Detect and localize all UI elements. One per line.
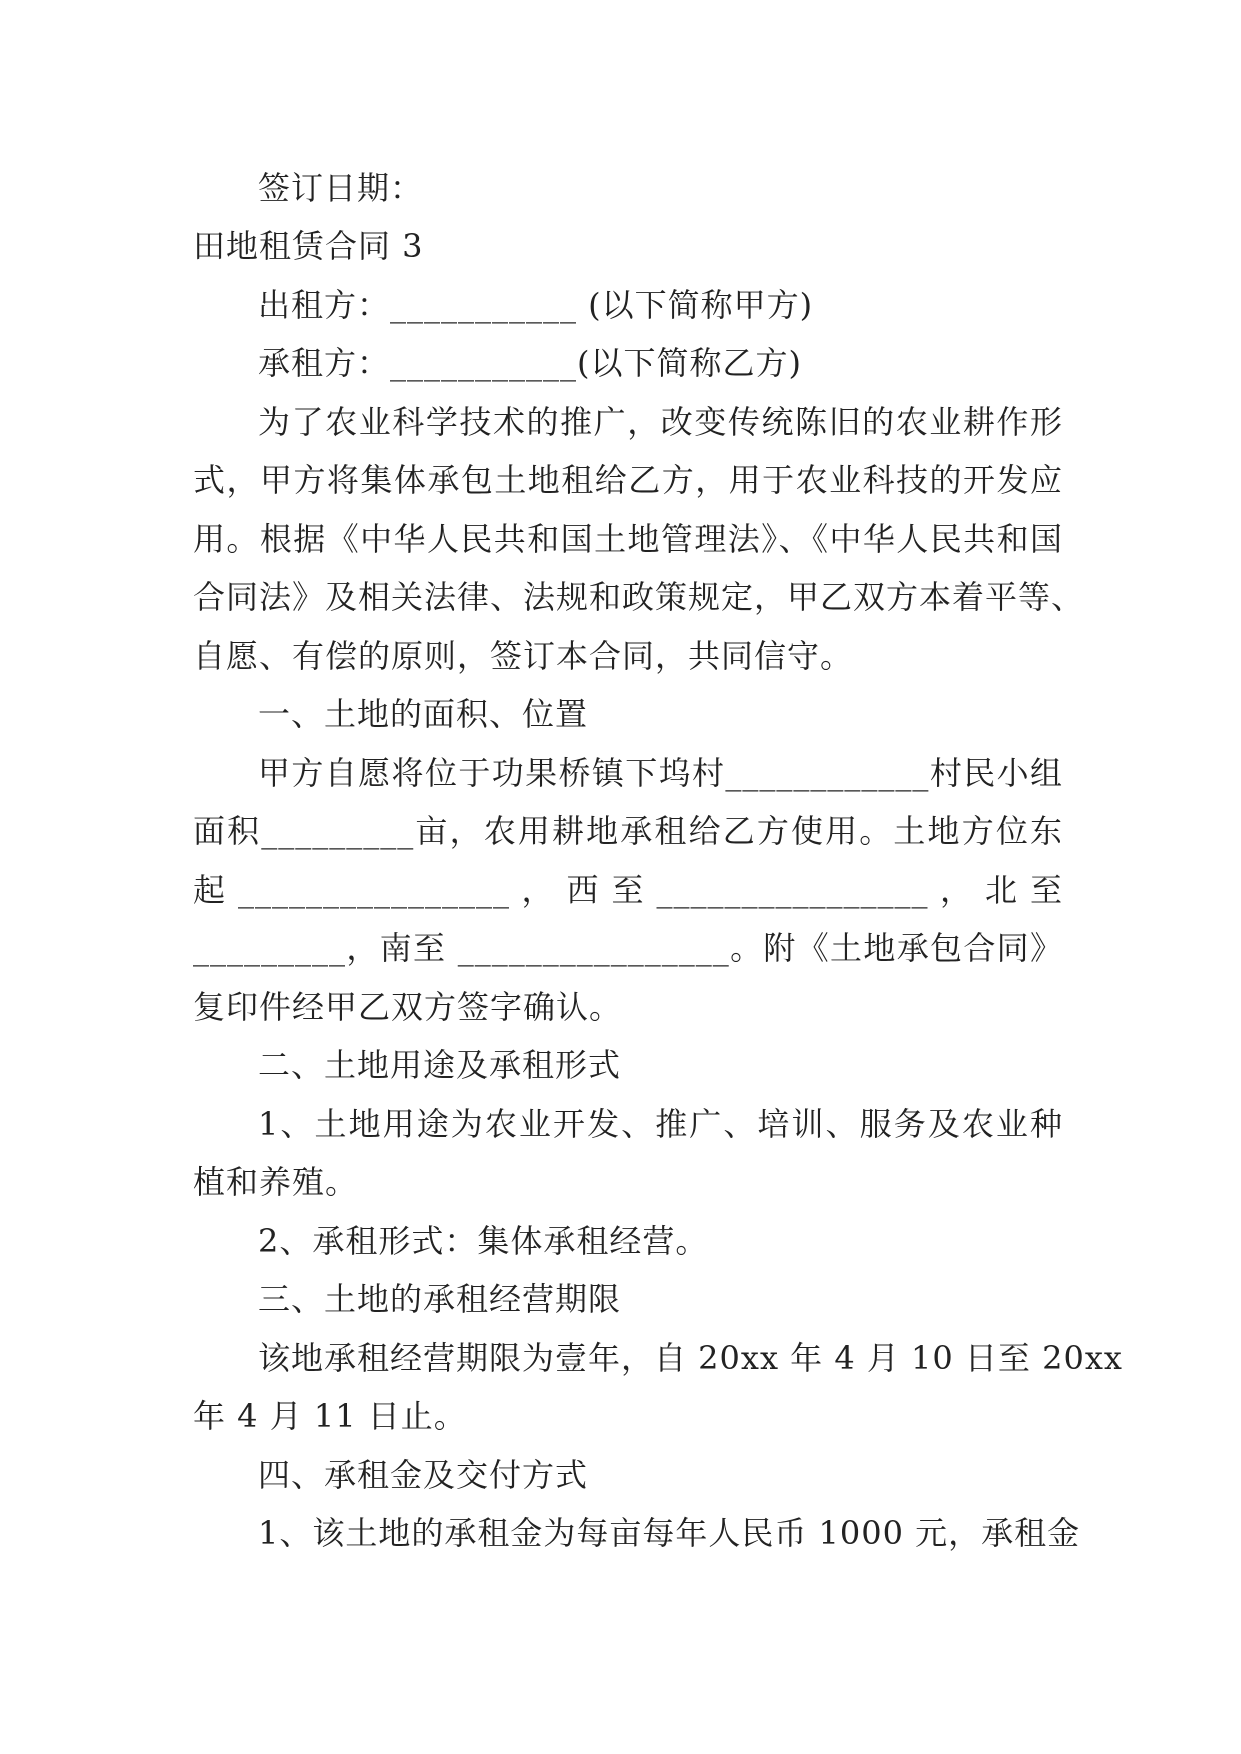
paragraph-line: 植和养殖。 (193, 1163, 359, 1201)
paragraph-line: 合同法》及相关法律、法规和政策规定，甲乙双方本着平等、 (193, 578, 1085, 616)
lessee-line: 承租方：___________(以下简称乙方) (258, 344, 802, 382)
lessor-line: 出租方：___________ (以下简称甲方) (258, 286, 814, 324)
paragraph-line: 起 ________________ ， 西 至 ________________ ， 北 至 (193, 871, 1063, 909)
paragraph-line: 式，甲方将集体承包土地租给乙方，用于农业科技的开发应 (193, 461, 1063, 499)
paragraph-line: 该地承租经营期限为壹年，自 20xx 年 4 月 10 日至 20xx (258, 1339, 1123, 1377)
section-heading: 二、土地用途及承租形式 (258, 1046, 622, 1084)
paragraph-line: 为了农业科学技术的推广，改变传统陈旧的农业耕作形 (258, 403, 1063, 441)
contract-title: 田地租赁合同 3 (193, 227, 424, 265)
paragraph-line: 1、土地用途为农业开发、推广、培训、服务及农业种 (258, 1105, 1063, 1143)
paragraph-line: _________，南至 ________________。附《土地承包合同》 (193, 929, 1063, 967)
section-heading: 四、承租金及交付方式 (258, 1456, 589, 1494)
paragraph-line: 面积_________亩，农用耕地承租给乙方使用。土地方位东 (193, 812, 1063, 850)
signing-date-label: 签订日期： (258, 169, 424, 207)
paragraph-line: 复印件经甲乙双方签字确认。 (193, 988, 623, 1026)
paragraph-line: 用。根据《中华人民共和国土地管理法》、《中华人民共和国 (193, 520, 1063, 558)
paragraph-line: 自愿、有偿的原则，签订本合同，共同信守。 (193, 637, 854, 675)
paragraph-line: 2、承租形式：集体承租经营。 (258, 1222, 709, 1260)
section-heading: 三、土地的承租经营期限 (258, 1280, 622, 1318)
section-heading: 一、土地的面积、位置 (258, 695, 589, 733)
paragraph-line: 年 4 月 11 日止。 (193, 1397, 467, 1435)
paragraph-line: 1、该土地的承租金为每亩每年人民币 1000 元，承租金 (258, 1514, 1081, 1552)
paragraph-line: 甲方自愿将位于功果桥镇下坞村____________村民小组 (258, 754, 1063, 792)
